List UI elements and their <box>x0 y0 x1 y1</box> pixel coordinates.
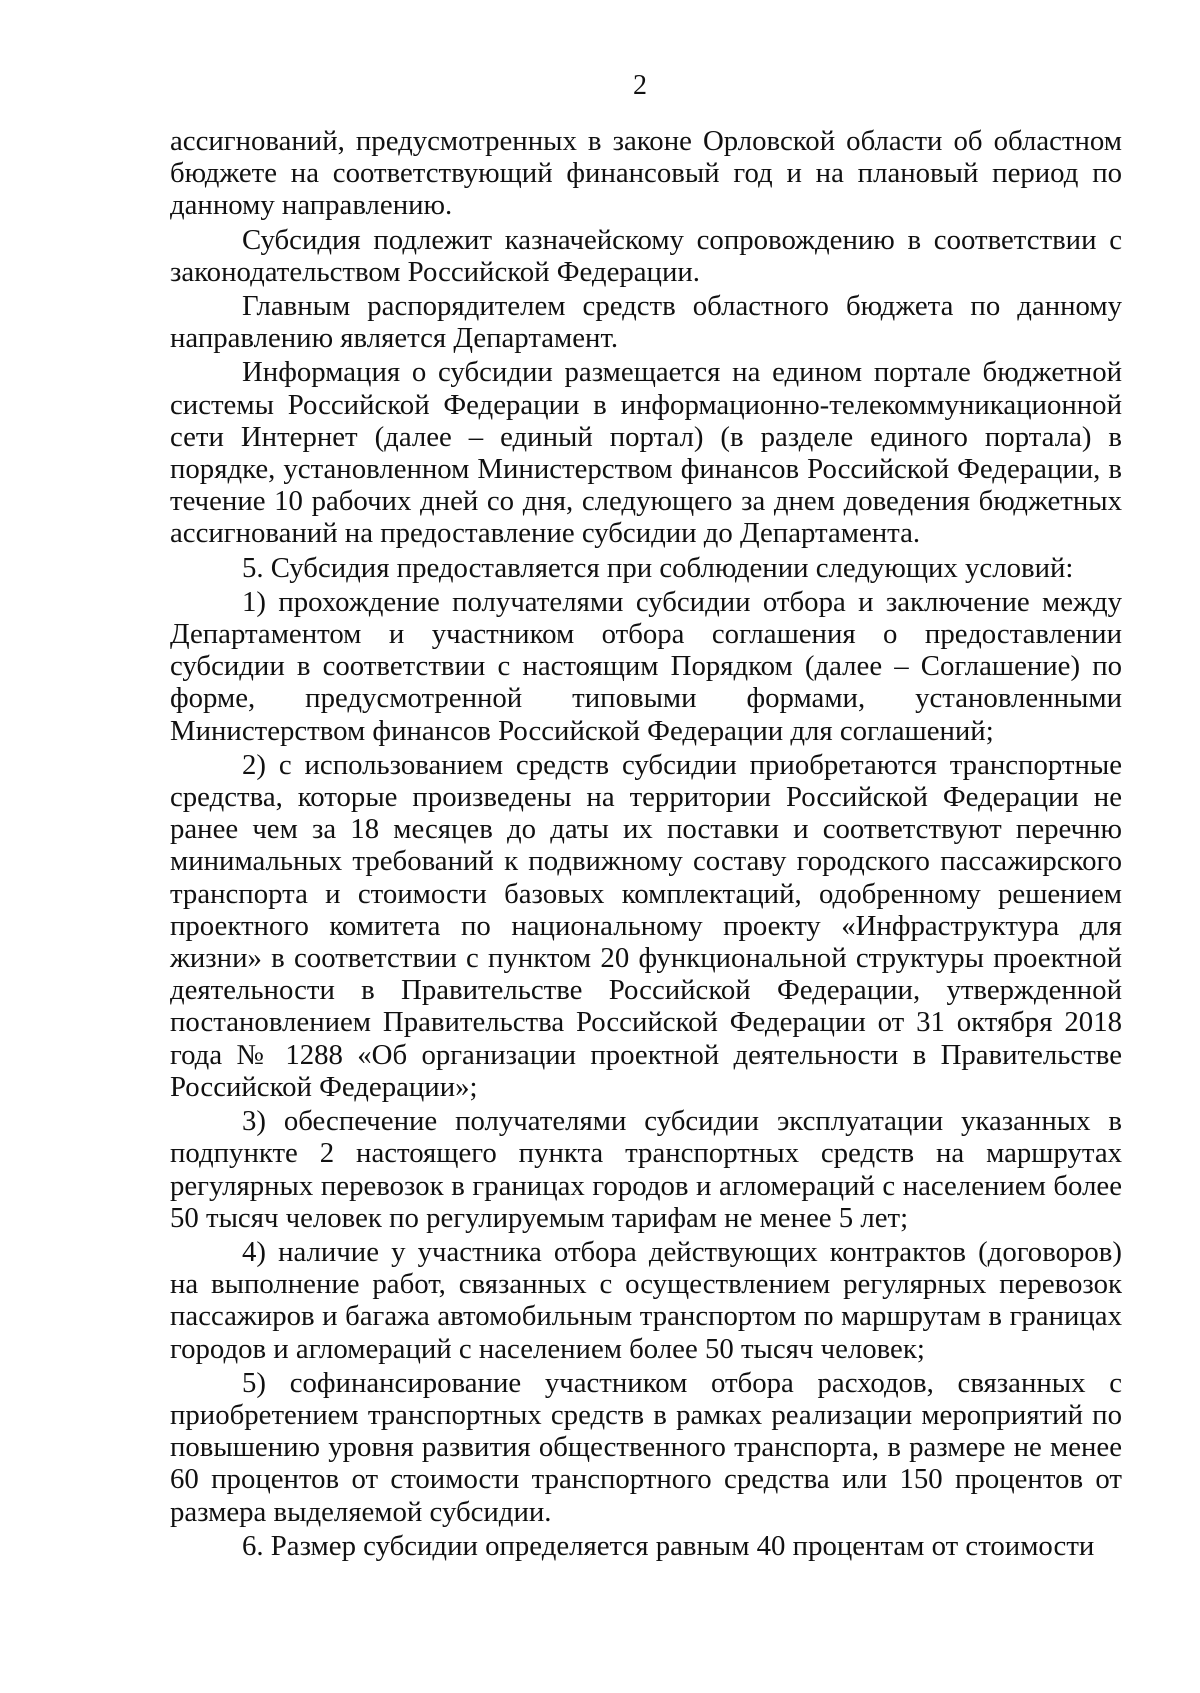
paragraph-treasury-support: Субсидия подлежит казначейскому сопровождению в соответствии с законодательством Российской Федерации. <box>170 223 1122 288</box>
paragraph-portal-info: Информация о субсидии размещается на едином портале бюджетной системы Российской Федерации в информационно-телекоммуникационной сети Интернет (далее – единый портал) (в разделе единого портала) в порядке, установленном Министерством финансов Российской Федерации, в течение 10 рабочих дней со дня, следующего за днем доведения бюджетных ассигнований на предоставление субсидии до Департамента. <box>170 356 1122 550</box>
page-number: 2 <box>633 70 647 101</box>
paragraph-condition-4: 4) наличие у участника отбора действующих контрактов (договоров) на выполнение работ, связанных с осуществлением регулярных перевозок пассажиров и багажа автомобильным транспортом по маршрутам в границах городов и агломераций с населением более 50 тысяч человек; <box>170 1235 1122 1365</box>
paragraph-chief-manager: Главным распорядителем средств областного бюджета по данному направлению является Департамент. <box>170 290 1122 355</box>
paragraph-item-5: 5. Субсидия предоставляется при соблюдении следующих условий: <box>242 551 1074 584</box>
paragraph-item-6: 6. Размер субсидии определяется равным 40 процентам от стоимости <box>242 1529 1095 1562</box>
paragraph-condition-1: 1) прохождение получателями субсидии отбора и заключение между Департаментом и участником отбора соглашения о предоставлении субсидии в соответствии с настоящим Порядком (далее – Соглашение) по форме, предусмотренной типовыми формами, установленными Министерством финансов Российской Федерации для соглашений; <box>170 585 1122 747</box>
paragraph-condition-2: 2) с использованием средств субсидии приобретаются транспортные средства, которые произведены на территории Российской Федерации не ранее чем за 18 месяцев до даты их поставки и соответствуют перечню минимальных требований к подвижному составу городского пассажирского транспорта и стоимости базовых комплектаций, одобренному решением проектного комитета по национальному проекту «Инфраструктура для жизни» в соответствии с пунктом 20 функциональной структуры проектной деятельности в Правительстве Российской Федерации, утвержденной постановлением Правительства Российской Федерации от 31 октября 2018 года № 1288 «Об организации проектной деятельности в Правительстве Российской Федерации»; <box>170 748 1122 1103</box>
paragraph-condition-5: 5) софинансирование участником отбора расходов, связанных с приобретением транспортных средств в рамках реализации мероприятий по повышению уровня развития общественного транспорта, в размере не менее 60 процентов от стоимости транспортного средства или 150 процентов от размера выделяемой субсидии. <box>170 1366 1122 1528</box>
paragraph-condition-3: 3) обеспечение получателями субсидии эксплуатации указанных в подпункте 2 настоящего пункта транспортных средств на маршрутах регулярных перевозок в границах городов и агломераций с населением более 50 тысяч человек по регулируемым тарифам не менее 5 лет; <box>170 1105 1122 1234</box>
paragraph-appropriations: ассигнований, предусмотренных в законе Орловской области об областном бюджете на соответствующий финансовый год и на плановый период по данному направлению. <box>170 125 1122 222</box>
document-body <box>170 125 1122 1564</box>
